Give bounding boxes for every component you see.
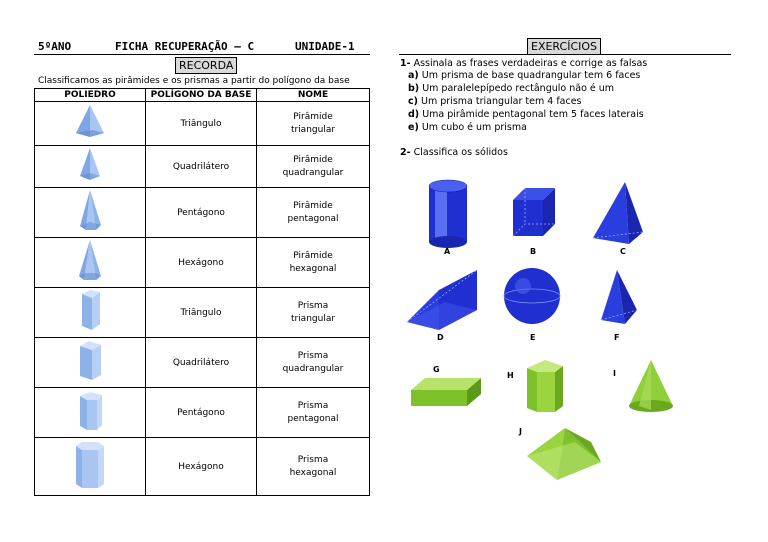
col-nome: NOME [257, 89, 370, 102]
solid-label: A [444, 247, 451, 256]
solids-figure [395, 170, 715, 480]
table-row [35, 438, 370, 496]
question-2: 2- Classifica os sólidos [400, 147, 508, 158]
solid-label: C [620, 247, 626, 256]
table-row [35, 238, 370, 288]
table-row [35, 102, 370, 146]
box-icon [411, 378, 481, 406]
name-cell: Prisma pentagonal [257, 388, 370, 438]
item-a: a) Um prisma de base quadrangular tem 6 faces [408, 70, 641, 81]
polyhedra-table [34, 88, 370, 496]
prism-hexagonal-icon [35, 438, 146, 496]
base-cell: Triângulo [146, 102, 257, 146]
pyramid-triangular-icon [35, 102, 146, 146]
solid-label: J [519, 427, 522, 436]
table-row [35, 288, 370, 338]
name-cell: Pirâmide triangular [257, 102, 370, 146]
triangular-prism-icon [407, 270, 477, 330]
green-prism-icon [527, 360, 563, 412]
solid-label: H [507, 371, 514, 380]
table-row [35, 188, 370, 238]
solid-label: I [613, 369, 616, 378]
header-rule [34, 54, 370, 55]
green-pyramid-icon [527, 428, 601, 480]
recorda-label: RECORDA [175, 57, 237, 74]
sheet-title: FICHA RECUPERAÇÃO – C [115, 40, 255, 53]
prism-pentagonal-icon [35, 388, 146, 438]
pyramid-icon [593, 182, 643, 244]
item-b: b) Um paralelepípedo rectângulo não é um [408, 83, 615, 94]
prism-quadrangular-icon [35, 338, 146, 388]
table-row [35, 146, 370, 188]
base-cell: Pentágono [146, 188, 257, 238]
solid-label: D [437, 333, 444, 342]
name-cell: Pirâmide pentagonal [257, 188, 370, 238]
base-cell: Hexágono [146, 438, 257, 496]
sphere-icon [504, 268, 560, 324]
cylinder-icon [429, 180, 467, 248]
base-cell: Pentágono [146, 388, 257, 438]
name-cell: Prisma hexagonal [257, 438, 370, 496]
col-poligono: POLÍGONO DA BASE [146, 89, 257, 102]
table-row [35, 388, 370, 438]
prism-triangular-icon [35, 288, 146, 338]
solid-label: G [433, 365, 440, 374]
exercicios-label: EXERCÍCIOS [527, 38, 601, 55]
pyramid-hexagonal-icon [35, 238, 146, 288]
unit-label: UNIDADE-1 [295, 40, 355, 53]
intro-text: Classificamos as pirâmides e os prismas a partir do polígono da base [38, 76, 350, 86]
name-cell: Pirâmide quadrangular [257, 146, 370, 188]
grade-label: 5ºANO [38, 40, 72, 53]
item-e: e) Um cubo é um prisma [408, 122, 527, 133]
base-cell: Hexágono [146, 238, 257, 288]
question-1: 1- Assinala as frases verdadeiras e corrige as falsas [400, 58, 648, 69]
tetrahedron-icon [601, 270, 637, 324]
exercise-rule [399, 54, 731, 55]
item-d: d) Uma pirâmide pentagonal tem 5 faces laterais [408, 109, 644, 120]
col-poliedro: POLIEDRO [35, 89, 146, 102]
base-cell: Quadrilátero [146, 146, 257, 188]
solid-label: B [530, 247, 537, 256]
name-cell: Prisma triangular [257, 288, 370, 338]
cone-icon [629, 360, 673, 412]
item-c: c) Um prisma triangular tem 4 faces [408, 96, 582, 107]
solid-label: F [614, 333, 620, 342]
name-cell: Prisma quadrangular [257, 338, 370, 388]
table-row [35, 338, 370, 388]
base-cell: Triângulo [146, 288, 257, 338]
solid-label: E [530, 333, 536, 342]
base-cell: Quadrilátero [146, 338, 257, 388]
pyramid-quadrangular-icon [35, 146, 146, 188]
cube-icon [513, 188, 555, 236]
name-cell: Pirâmide hexagonal [257, 238, 370, 288]
pyramid-pentagonal-icon [35, 188, 146, 238]
